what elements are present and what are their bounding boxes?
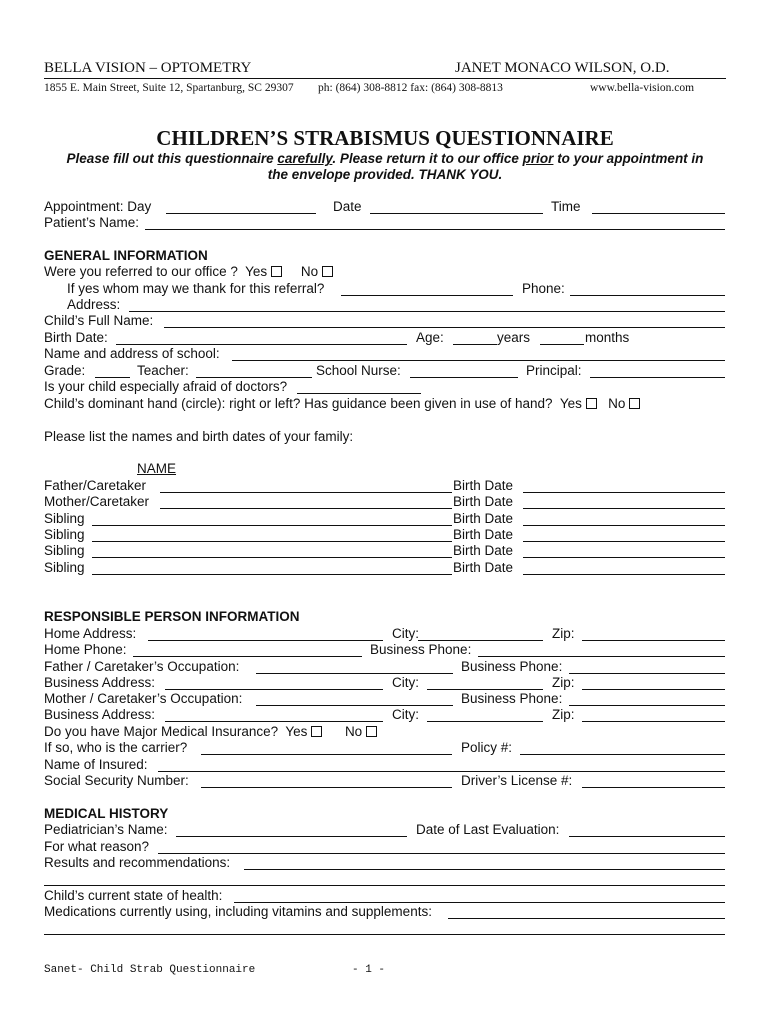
birth-date-field[interactable]: [116, 344, 407, 345]
family-birth-date-label: Birth Date: [453, 560, 514, 575]
family-name-field[interactable]: [92, 525, 452, 526]
policy-label: Policy #:: [461, 740, 513, 755]
medical-heading: MEDICAL HISTORY: [44, 806, 169, 821]
results-label: Results and recommendations:: [44, 855, 231, 870]
family-relation-label: Father/Caretaker: [44, 478, 147, 493]
child-name-label: Child’s Full Name:: [44, 313, 154, 328]
family-birth-date-field[interactable]: [523, 525, 725, 526]
hand-yes-checkbox[interactable]: [586, 398, 597, 409]
school-field[interactable]: [232, 360, 725, 361]
family-relation-label: Sibling: [44, 543, 85, 558]
health-field[interactable]: [234, 902, 725, 903]
family-name-field[interactable]: [92, 557, 452, 558]
instructions-line-2: the envelope provided. THANK YOU.: [267, 167, 503, 182]
family-prompt: Please list the names and birth dates of your family:: [44, 429, 354, 444]
home-city-label: City:: [392, 626, 419, 641]
dominant-hand-question: Child’s dominant hand (circle): right or left? Has guidance been given in use of hand? Yes No: [44, 396, 640, 412]
ssn-field[interactable]: [201, 787, 452, 788]
family-birth-date-field[interactable]: [523, 574, 725, 575]
family-name-field[interactable]: [92, 541, 452, 542]
teacher-label: Teacher:: [137, 363, 189, 378]
family-birth-date-label: Birth Date: [453, 494, 514, 509]
practice-name: BELLA VISION – OPTOMETRY: [44, 60, 252, 76]
medications-field[interactable]: [448, 918, 725, 919]
results-field-extra[interactable]: [44, 885, 725, 886]
practice-website: www.bella-vision.com: [590, 82, 695, 94]
appointment-date-field[interactable]: [370, 213, 543, 214]
medications-label: Medications currently using, including vitamins and supplements:: [44, 904, 432, 919]
home-phone-label: Home Phone:: [44, 642, 127, 657]
doctor-name: JANET MONACO WILSON, O.D.: [455, 60, 670, 76]
mother-business-phone-field[interactable]: [569, 705, 725, 706]
family-birth-date-label: Birth Date: [453, 511, 514, 526]
family-relation-label: Sibling: [44, 560, 85, 575]
insurance-question: Do you have Major Medical Insurance? Yes No: [44, 724, 377, 740]
practice-address: 1855 E. Main Street, Suite 12, Spartanburg, SC 29307: [44, 82, 294, 94]
father-business-phone-label: Business Phone:: [461, 659, 563, 674]
afraid-field[interactable]: [297, 393, 421, 394]
carrier-field[interactable]: [201, 754, 452, 755]
father-business-address-label: Business Address:: [44, 675, 156, 690]
patient-name-field[interactable]: [145, 229, 725, 230]
mother-business-phone-label: Business Phone:: [461, 691, 563, 706]
referral-whom-field[interactable]: [341, 295, 513, 296]
family-birth-date-field[interactable]: [523, 492, 725, 493]
child-name-field[interactable]: [164, 327, 725, 328]
teacher-field[interactable]: [196, 377, 312, 378]
referral-address-label: Address:: [67, 297, 121, 312]
family-birth-date-label: Birth Date: [453, 478, 514, 493]
home-address-field[interactable]: [148, 640, 383, 641]
last-evaluation-field[interactable]: [569, 836, 725, 837]
pediatrician-label: Pediatrician’s Name:: [44, 822, 168, 837]
father-city-field[interactable]: [427, 689, 543, 690]
footer-form-name: Sanet- Child Strab Questionnaire: [44, 964, 256, 976]
insured-name-label: Name of Insured:: [44, 757, 148, 772]
school-label: Name and address of school:: [44, 346, 220, 361]
family-relation-label: Sibling: [44, 527, 85, 542]
insured-name-field[interactable]: [158, 771, 725, 772]
license-field[interactable]: [582, 787, 725, 788]
grade-field[interactable]: [95, 377, 130, 378]
family-birth-date-field[interactable]: [523, 557, 725, 558]
license-label: Driver’s License #:: [461, 773, 573, 788]
family-name-field[interactable]: [92, 574, 452, 575]
mother-business-address-field[interactable]: [165, 721, 383, 722]
health-label: Child’s current state of health:: [44, 888, 223, 903]
mother-zip-label: Zip:: [552, 707, 575, 722]
family-birth-date-field[interactable]: [523, 541, 725, 542]
mother-zip-field[interactable]: [582, 721, 725, 722]
referred-no-checkbox[interactable]: [322, 266, 333, 277]
home-zip-label: Zip:: [552, 626, 575, 641]
practice-phone-fax: ph: (864) 308-8812 fax: (864) 308-8813: [318, 82, 503, 94]
ssn-label: Social Security Number:: [44, 773, 189, 788]
home-address-label: Home Address:: [44, 626, 137, 641]
pediatrician-field[interactable]: [176, 836, 407, 837]
reason-label: For what reason?: [44, 839, 150, 854]
principal-field[interactable]: [590, 377, 725, 378]
insurance-yes-checkbox[interactable]: [311, 726, 322, 737]
family-name-field[interactable]: [160, 508, 452, 509]
principal-label: Principal:: [526, 363, 582, 378]
home-city-field[interactable]: [418, 640, 543, 641]
mother-occupation-field[interactable]: [256, 705, 453, 706]
referred-yes-checkbox[interactable]: [271, 266, 282, 277]
patient-name-label: Patient’s Name:: [44, 215, 140, 230]
home-business-phone-label: Business Phone:: [370, 642, 472, 657]
appointment-day-label: Appointment: Day: [44, 199, 152, 214]
appointment-date-label: Date: [333, 199, 362, 214]
nurse-label: School Nurse:: [316, 363, 401, 378]
last-evaluation-label: Date of Last Evaluation:: [416, 822, 560, 837]
age-months-label: months: [585, 330, 630, 345]
general-heading: GENERAL INFORMATION: [44, 248, 208, 263]
letterhead-divider: [44, 78, 726, 79]
home-business-phone-field[interactable]: [478, 656, 725, 657]
age-years-field[interactable]: [453, 344, 497, 345]
mother-city-label: City:: [392, 707, 419, 722]
referral-phone-label: Phone:: [522, 281, 565, 296]
hand-no-checkbox[interactable]: [629, 398, 640, 409]
reason-field[interactable]: [158, 853, 725, 854]
medications-field-extra[interactable]: [44, 934, 725, 935]
afraid-label: Is your child especially afraid of doctors?: [44, 379, 288, 394]
father-zip-label: Zip:: [552, 675, 575, 690]
family-birth-date-label: Birth Date: [453, 543, 514, 558]
family-birth-date-field[interactable]: [523, 508, 725, 509]
nurse-field[interactable]: [410, 377, 518, 378]
father-occupation-label: Father / Caretaker’s Occupation:: [44, 659, 240, 674]
age-label: Age:: [416, 330, 444, 345]
family-birth-date-label: Birth Date: [453, 527, 514, 542]
home-zip-field[interactable]: [582, 640, 725, 641]
instructions-line-1: Please fill out this questionnaire carefully. Please return it to our office prior to your appointment in: [66, 151, 704, 166]
appointment-day-field[interactable]: [166, 213, 316, 214]
mother-business-address-label: Business Address:: [44, 707, 156, 722]
policy-field[interactable]: [520, 754, 725, 755]
father-zip-field[interactable]: [582, 689, 725, 690]
family-name-column: NAME: [137, 461, 177, 476]
father-city-label: City:: [392, 675, 419, 690]
mother-occupation-label: Mother / Caretaker’s Occupation:: [44, 691, 243, 706]
birth-date-label: Birth Date:: [44, 330, 108, 345]
referred-question: Were you referred to our office ? Yes No: [44, 264, 333, 280]
carrier-label: If so, who is the carrier?: [44, 740, 188, 755]
family-name-field[interactable]: [160, 492, 452, 493]
family-relation-label: Mother/Caretaker: [44, 494, 150, 509]
mother-city-field[interactable]: [427, 721, 543, 722]
referral-phone-field[interactable]: [570, 295, 725, 296]
appointment-time-label: Time: [551, 199, 581, 214]
appointment-time-field[interactable]: [592, 213, 725, 214]
age-years-label: years: [497, 330, 531, 345]
home-phone-field[interactable]: [133, 656, 362, 657]
referral-address-field[interactable]: [129, 311, 725, 312]
responsible-heading: RESPONSIBLE PERSON INFORMATION: [44, 609, 300, 624]
insurance-no-checkbox[interactable]: [366, 726, 377, 737]
age-months-field[interactable]: [540, 344, 584, 345]
footer-page-number: - 1 -: [352, 964, 386, 976]
father-business-phone-field[interactable]: [569, 673, 725, 674]
referral-whom-label: If yes whom may we thank for this referral?: [67, 281, 325, 296]
father-occupation-field[interactable]: [256, 673, 453, 674]
father-business-address-field[interactable]: [165, 689, 383, 690]
grade-label: Grade:: [44, 363, 86, 378]
family-relation-label: Sibling: [44, 511, 85, 526]
results-field[interactable]: [244, 869, 725, 870]
page-title: CHILDREN’S STRABISMUS QUESTIONNAIRE: [156, 126, 614, 150]
